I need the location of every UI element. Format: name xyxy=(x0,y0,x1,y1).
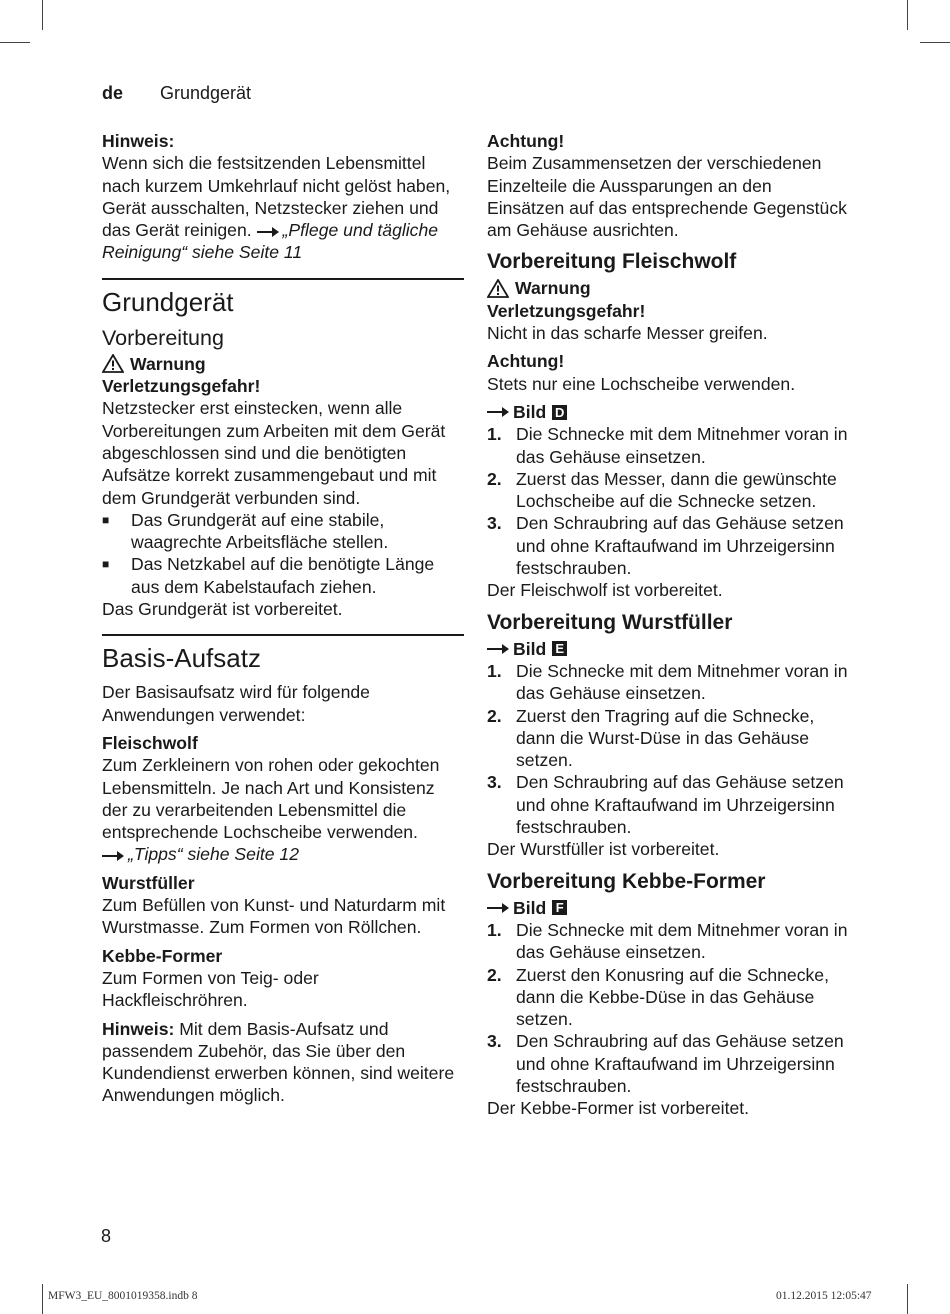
warning-label: Warnung xyxy=(487,277,849,299)
warning-label: Warnung xyxy=(102,353,464,375)
language-code: de xyxy=(102,83,124,103)
fleischwolf-title: Fleischwolf xyxy=(102,732,198,753)
fleischwolf-text: Zum Zerkleinern von rohen oder gekochten Lebensmitteln. Je nach Art und Konsistenz der zu verarbeitenden Lebensmittel die entsprechende Lochscheibe verwenden. xyxy=(102,755,440,843)
footer-filename: MFW3_EU_8001019358.indb 8 xyxy=(48,1290,198,1302)
hint-title: Hinweis: xyxy=(102,1018,175,1039)
figure-letter-badge: D xyxy=(552,405,567,420)
crop-mark xyxy=(42,1284,43,1314)
left-column xyxy=(102,130,464,1107)
figure-reference: Bild F xyxy=(487,897,849,919)
figure-reference: Bild E xyxy=(487,638,849,660)
step-item: 3. Den Schraubring auf das Gehäuse setzen und ohne Kraftaufwand im Uhrzeigersinn festschrauben. xyxy=(487,513,844,579)
figure-letter-badge: E xyxy=(552,641,567,656)
step-item: 3. Den Schraubring auf das Gehäuse setzen und ohne Kraftaufwand im Uhrzeigersinn festschrauben. xyxy=(487,1031,844,1096)
warning-triangle-icon xyxy=(102,354,124,373)
step-item: 1. Die Schnecke mit dem Mitnehmer voran in das Gehäuse einsetzen. xyxy=(487,660,848,704)
crop-mark xyxy=(907,1284,908,1314)
fleischwolf-ref xyxy=(102,843,464,865)
attention-text: Beim Zusammensetzen der verschiedenen Einzelteile die Aussparungen an den Einsätzen auf das entsprechende Gegenstück am Gehäuse ausrichten. xyxy=(487,153,847,241)
step-list xyxy=(487,660,849,838)
kebbe-former-text: Zum Formen von Teig- oder Hackfleischröhren. xyxy=(102,967,319,1011)
arrow-right-icon xyxy=(487,902,509,914)
crop-mark xyxy=(920,42,950,43)
subsection-title-kebbe-former: Vorbereitung Kebbe-Former xyxy=(487,869,766,893)
step-list xyxy=(487,919,849,1097)
warning-text: Nicht in das scharfe Messer greifen. xyxy=(487,323,768,344)
attention-text: Stets nur eine Lochscheibe verwenden. xyxy=(487,373,796,394)
attention-title: Achtung! xyxy=(487,131,565,151)
list-item: ■ Das Grundgerät auf eine stabile, waagrechte Arbeitsfläche stellen. xyxy=(102,509,389,553)
subsection-title-vorbereitung: Vorbereitung xyxy=(102,325,224,350)
result-text: Das Grundgerät ist vorbereitet. xyxy=(102,599,343,620)
danger-label: Verletzungsgefahr! xyxy=(102,376,261,397)
step-item: 2. Zuerst den Konusring auf die Schnecke, dann die Kebbe-Düse in das Gehäuse setzen. xyxy=(487,964,829,1030)
section-title-grundgeraet: Grundgerät xyxy=(102,278,464,317)
arrow-right-icon xyxy=(487,406,509,418)
step-item: 1. Die Schnecke mit dem Mitnehmer voran in das Gehäuse einsetzen. xyxy=(487,919,848,963)
page-reference: „Tipps“ siehe Seite 12 xyxy=(128,844,299,865)
page-header xyxy=(102,83,251,104)
crop-mark xyxy=(0,42,30,43)
step-item: 2. Zuerst den Tragring auf die Schnecke, dann die Wurst-Düse in das Gehäuse setzen. xyxy=(487,705,815,771)
result-text: Der Wurstfüller ist vorbereitet. xyxy=(487,839,720,860)
warning-triangle-icon xyxy=(487,279,509,298)
page-reference: „Pflege und tägliche Reinigung“ siehe Seite 11 xyxy=(102,220,439,263)
footer-timestamp: 01.12.2015 12:05:47 xyxy=(776,1290,872,1302)
step-item: 1. Die Schnecke mit dem Mitnehmer voran in das Gehäuse einsetzen. xyxy=(487,424,848,467)
attention-title: Achtung! xyxy=(487,351,565,372)
wurstfueller-text: Zum Befüllen von Kunst- und Naturdarm mit Wurstmasse. Zum Formen von Röllchen. xyxy=(102,895,446,938)
right-column xyxy=(487,130,849,1120)
crop-mark xyxy=(907,0,908,30)
hint-text: Wenn sich die festsitzenden Lebensmittel nach kurzem Umkehrlauf nicht gelöst haben, Gerät ausschalten, Netzstecker ziehen und das Gerät reinigen. „Pflege und tägliche Reinigung“ siehe Seite 11 xyxy=(102,153,451,263)
arrow-right-icon xyxy=(257,226,279,238)
step-list xyxy=(487,423,849,579)
step-item: 2. Zuerst das Messer, dann die gewünschte Lochscheibe auf die Schnecke setzen. xyxy=(487,468,837,512)
basis-intro: Der Basisaufsatz wird für folgende Anwendungen verwendet: xyxy=(102,682,370,725)
section-title-basis-aufsatz: Basis-Aufsatz xyxy=(102,634,464,673)
header-section: Grundgerät xyxy=(160,83,252,103)
wurstfueller-title: Wurstfüller xyxy=(102,872,195,893)
kebbe-former-title: Kebbe-Former xyxy=(102,945,223,966)
hint-2 xyxy=(102,1018,464,1107)
step-item: 3. Den Schraubring auf das Gehäuse setzen und ohne Kraftaufwand im Uhrzeigersinn festschrauben. xyxy=(487,772,844,838)
vorbereitung-text: Netzstecker erst einstecken, wenn alle Vorbereitungen zum Arbeiten mit dem Gerät abgeschlossen sind und die benötigten Aufsätze korrekt zusammengebaut und mit dem Grundgerät verbunden sind. xyxy=(102,398,446,508)
square-bullet-icon: ■ xyxy=(102,512,110,527)
hint-text: Mit dem Basis-Aufsatz und passendem Zubehör, das Sie über den Kundendienst erwerben können, sind weitere Anwendungen möglich. xyxy=(102,1018,455,1106)
danger-label: Verletzungsgefahr! xyxy=(487,300,646,321)
bullet-list xyxy=(102,509,464,598)
square-bullet-icon: ■ xyxy=(102,557,110,572)
figure-letter-badge: F xyxy=(552,900,567,915)
figure-reference: Bild D xyxy=(487,401,849,423)
subsection-title-wurstfueller: Vorbereitung Wurstfüller xyxy=(487,610,733,634)
arrow-right-icon xyxy=(102,850,124,862)
page-number: 8 xyxy=(101,1226,112,1246)
subsection-title-fleischwolf: Vorbereitung Fleischwolf xyxy=(487,250,737,274)
result-text: Der Kebbe-Former ist vorbereitet. xyxy=(487,1098,750,1119)
result-text: Der Fleischwolf ist vorbereitet. xyxy=(487,580,723,601)
hint-title: Hinweis: xyxy=(102,131,175,151)
arrow-right-icon xyxy=(487,643,509,655)
list-item: ■ Das Netzkabel auf die benötigte Länge aus dem Kabelstaufach ziehen. xyxy=(102,554,435,597)
crop-mark xyxy=(42,0,43,30)
